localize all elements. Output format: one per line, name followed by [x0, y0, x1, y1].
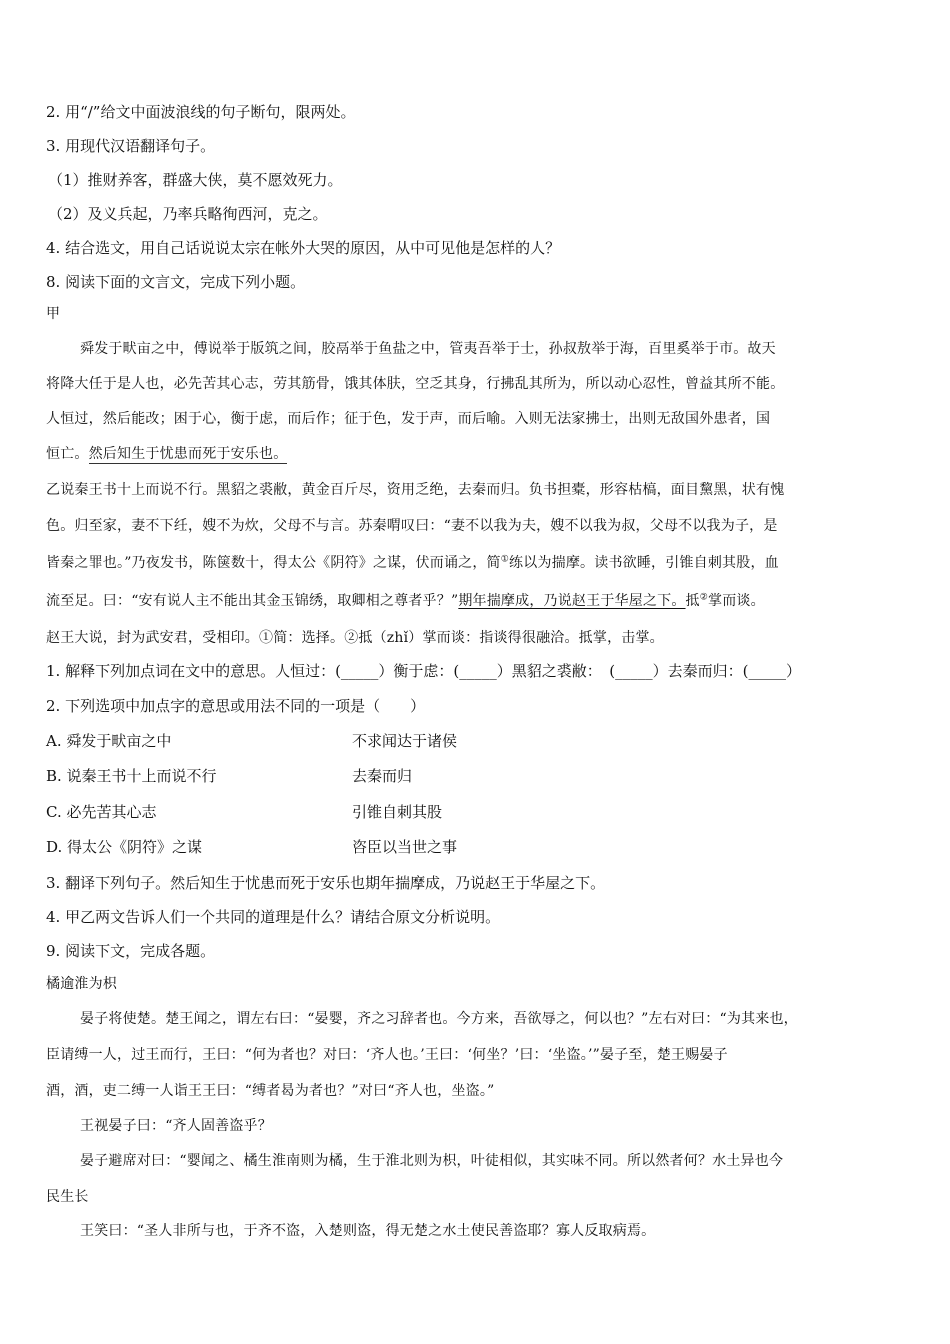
- q8-yi-paragraph-line-5: 赵王大说，封为武安君，受相印。①简：选择。②抵（zhǐ）掌而谈：指谈得很融洽。抵掌，击掌。: [46, 630, 664, 646]
- yi-line-3-end: 练以为揣摩。读书欲睡，引锥自刺其股，血: [509, 555, 779, 571]
- option-b-right: 去秦而归: [352, 767, 413, 785]
- q9-title: 橘逾淮为枳: [46, 976, 117, 992]
- option-d: [46, 836, 910, 858]
- q8-jia-paragraph-line-3: 人恒过，然后能改；困于心，衡于虑，而后作；征于色，发于声，而后喻。入则无法家拂士，出则无敌国外患者，国: [46, 411, 771, 427]
- q8-question-1: 1. 解释下列加点词在文中的意思。人恒过：(_____）衡于虑：(_____）黑貂之裘敝： (_____）去秦而归：(_____）: [46, 662, 801, 680]
- q9-paragraph-line-2: 臣请缚一人，过王而行，王曰：“何为者也？对曰：‘齐人也。’王曰：‘何坐？’曰：‘坐盗。’”晏子至，楚王赐晏子: [46, 1047, 728, 1063]
- q8-jia-paragraph-line-2: 将降大任于是人也，必先苦其心志，劳其筋骨，饿其体肤，空乏其身，行拂乱其所为，所以动心忍性，曾益其所不能。: [46, 376, 785, 392]
- q9-intro: 9. 阅读下文，完成各题。: [46, 942, 216, 960]
- q7-question-4: 4. 结合选文，用自己话说说太宗在帐外大哭的原因，从中可见他是怎样的人？: [46, 239, 561, 257]
- q7-question-3-2: （2）及义兵起，乃率兵略徇西河，克之。: [48, 205, 328, 223]
- q8-yi-paragraph-line-3: [46, 552, 910, 574]
- jia-line-4-start: 恒亡。: [46, 446, 89, 462]
- q8-jia-paragraph-line-4: [46, 443, 910, 465]
- q8-question-2: 2. 下列选项中加点字的意思或用法不同的一项是（ ）: [46, 697, 426, 715]
- option-a-left: A. 舜发于畎亩之中: [46, 732, 172, 750]
- option-c-right: 引锥自刺其股: [352, 803, 443, 821]
- q7-question-3-1: （1）推财养客，群盛大侠，莫不愿效死力。: [48, 171, 343, 189]
- yi-line-4-start: 流至足。曰：“安有说人主不能出其金玉锦绣，取卿相之尊者乎？”: [46, 593, 459, 609]
- footnote-marker-1: ①: [500, 554, 510, 565]
- q9-paragraph-line-1: 晏子将使楚。楚王闻之，谓左右曰：“晏婴，齐之习辞者也。今方来，吾欲辱之，何以也？”左右对曰：“为其来也，: [80, 1011, 798, 1027]
- q8-yi-paragraph-line-4: [46, 590, 910, 612]
- q8-question-4: 4. 甲乙两文告诉人们一个共同的道理是什么？请结合原文分析说明。: [46, 908, 501, 926]
- q8-yi-paragraph-line-1: 乙说秦王书十上而说不行。黑貂之裘敝，黄金百斤尽，资用乏绝，去秦而归。负书担橐，形容枯槁，面目黧黑，状有愧: [46, 482, 785, 498]
- footnote-marker-2: ②: [699, 592, 709, 603]
- q9-paragraph-line-7: 王笑曰：“圣人非所与也，于齐不盗，入楚则盗，得无楚之水土使民善盗耶？寡人反取病焉。: [80, 1223, 656, 1239]
- q8-yi-paragraph-line-2: 色。归至家，妻不下纴，嫂不为炊，父母不与言。苏秦喟叹曰：“妻不以我为夫，嫂不以我为叔，父母不以我为子，是: [46, 518, 778, 534]
- q8-jia-paragraph-line-1: 舜发于畎亩之中，傅说举于版筑之间，胶鬲举于鱼盐之中，管夷吾举于士，孙叔敖举于海，百里奚举于市。故天: [80, 341, 776, 357]
- yi-line-3-start: 皆秦之罪也。”乃夜发书，陈箧数十，得太公《阴符》之谋，伏而诵之，简: [46, 555, 501, 571]
- yi-line-4-end: 掌而谈。: [708, 593, 765, 609]
- q9-paragraph-line-5: 晏子避席对曰：“婴闻之、橘生淮南则为橘，生于淮北则为枳，叶徒相似，其实味不同。所以然者何？水土异也今: [80, 1153, 784, 1169]
- option-c-left: C. 必先苦其心志: [46, 803, 157, 821]
- q7-question-2: 2. 用“/”给文中面波浪线的句子断句，限两处。: [46, 103, 356, 121]
- q9-paragraph-line-3: 酒，酒，吏二缚一人诣王王曰：“缚者曷为者也？”对曰“齐人也，坐盗。”: [46, 1083, 495, 1099]
- jia-underlined-sentence: 然后知生于忧患而死于安乐也。: [88, 446, 288, 462]
- option-d-right: 咨臣以当世之事: [352, 838, 458, 856]
- option-a-right: 不求闻达于诸侯: [352, 732, 458, 750]
- option-d-left: D. 得太公《阴符》之谋: [46, 838, 203, 856]
- q8-intro: 8. 阅读下面的文言文，完成下列小题。: [46, 273, 306, 291]
- q8-jia-label: 甲: [46, 306, 61, 322]
- q7-question-3: 3. 用现代汉语翻译句子。: [46, 137, 216, 155]
- q9-paragraph-line-4: 王视晏子曰：“齐人固善盗乎？: [80, 1118, 272, 1134]
- option-b-left: B. 说秦王书十上而说不行: [46, 767, 217, 785]
- yi-line-4-mid: 抵: [685, 593, 700, 609]
- option-b: [46, 765, 910, 787]
- option-a: [46, 730, 910, 752]
- q9-paragraph-line-6: 民生长: [46, 1189, 89, 1205]
- q8-question-3: 3. 翻译下列句子。然后知生于忧患而死于安乐也期年揣摩成，乃说赵王于华屋之下。: [46, 874, 606, 892]
- yi-underlined-sentence: 期年揣摩成，乃说赵王于华屋之下。: [458, 593, 686, 609]
- option-c: [46, 801, 910, 823]
